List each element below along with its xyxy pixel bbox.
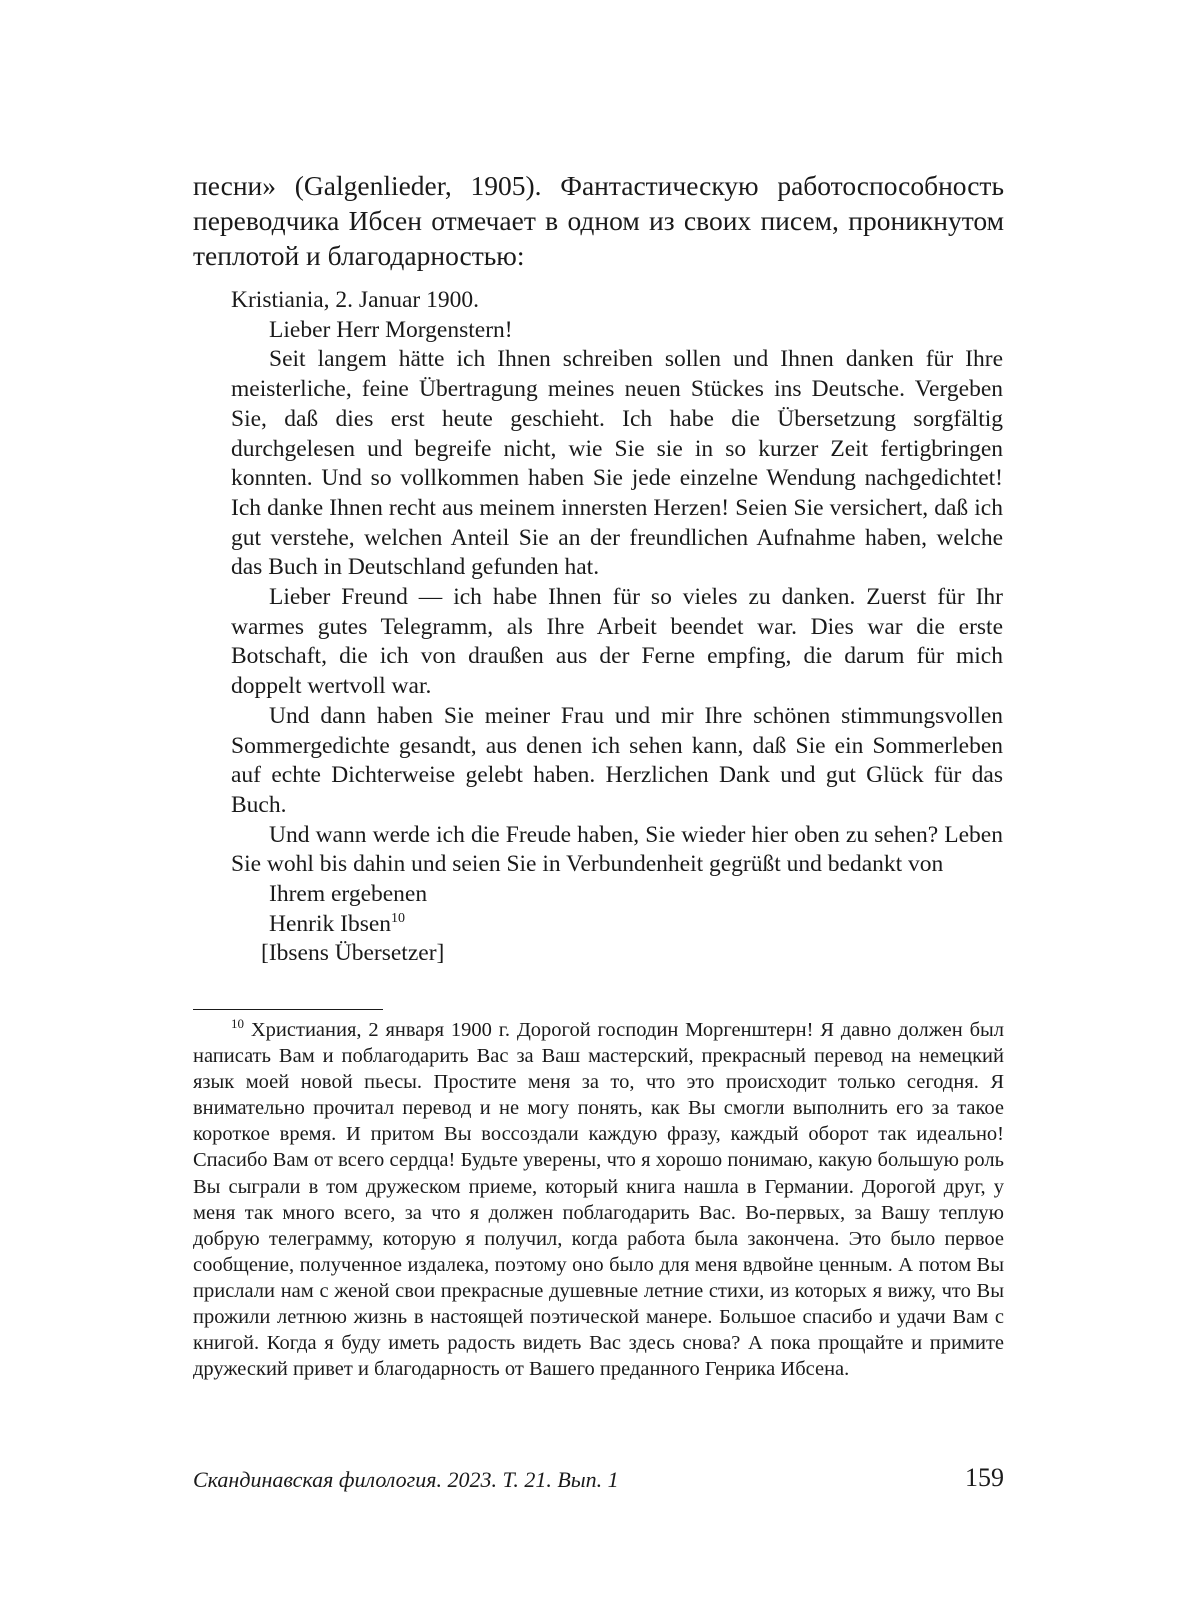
footnote-text: Христиания, 2 января 1900 г. Дорогой господин Моргенштерн! Я давно должен был написать Вам и поблагодарить Вас за Ваш мастерский, прекрасный перевод на немецкий язык моей новой пьесы. Простите меня за то, что это происходит только сегодня. Я внимательно прочитал перевод и не могу понять, как Вы смогли выполнить его за такое короткое время. И притом Вы воссоздали каждую фразу, каждый оборот так идеально! Спасибо Вам от всего сердца! Будьте уверены, что я хорошо понимаю, какую большую роль Вы сыграли в том дружеском приеме, который книга нашла в Германии. Дорогой друг, у меня так много всего, за что я должен поблагодарить Вас. Во-первых, за Вашу теплую добрую телеграмму, которую я получил, когда работа была закончена. Это было первое сообщение, полученное издалека, поэтому оно было для меня вдвойне ценным. А потом Вы прислали нам с женой свои прекрасные душевные летние стихи, из которых я вижу, что Вы прожили летнюю жизнь в настоящей поэтической манере. Большое спасибо и удачи Вам с книгой. Когда я буду иметь радость видеть Вас здесь снова? А пока прощайте и примите дружеский привет и благодарность от Вашего преданного Генрика Ибсена. [193, 1019, 1004, 1381]
footnote-separator [193, 1009, 383, 1010]
footnote [193, 1017, 1004, 1382]
intro-paragraph: песни» (Galgenlieder, 1905). Фантастическую работоспособность переводчика Ибсен отмечает в одном из своих писем, проникнутом теплотой и благодарностью: [193, 170, 1004, 271]
journal-citation: Скандинавская филология. 2023. Т. 21. Вып. 1 [193, 1467, 619, 1492]
footnote-reference[interactable]: 10 [391, 910, 406, 926]
letter-paragraph: Und dann haben Sie meiner Frau und mir Ihre schönen stimmungsvollen Sommergedichte gesandt, aus denen ich sehen kann, daß Sie ein Sommerleben auf echte Dichterweise gelebt haben. Herzlichen Dank und gut Glück für das Buch. [231, 702, 1003, 818]
letter-place-date: Kristiania, 2. Januar 1900. [231, 287, 480, 313]
quoted-letter [231, 286, 1003, 969]
running-footer [193, 1465, 1004, 1497]
letter-signature-line [231, 910, 1003, 940]
letter-closing: Ihrem ergebenen [269, 881, 428, 908]
letter-paragraph: Seit langem hätte ich Ihnen schreiben sollen und Ihnen danken für Ihre meisterliche, feine Übertragung meines neuen Stückes ins Deutsche. Vergeben Sie, daß dies erst heute geschieht. Ich habe die Übersetzung sorgfältig durchgelesen und begreife nicht, wie Sie sie in so kurzer Zeit fertigbringen konnten. Und so vollkommen haben Sie jede einzelne Wendung nachgedichtet! Ich danke Ihnen recht aus meinem innersten Herzen! Seien Sie versichert, daß ich gut verstehe, welchen Anteil Sie an der freundlichen Aufnahme haben, welche das Buch in Deutschland gefunden hat. [231, 346, 1003, 581]
translator-note: [Ibsens Übersetzer] [261, 940, 445, 967]
letter-signature: Henrik Ibsen [269, 910, 392, 937]
page-number: 159 [965, 1463, 1004, 1492]
footnote-number: 10 [231, 1016, 244, 1032]
letter-paragraph: Und wann werde ich die Freude haben, Sie wieder hier oben zu sehen? Leben Sie wohl bis dahin und seien Sie in Verbundenheit gegrüßt und bedankt von [231, 821, 1003, 878]
letter-paragraph: Lieber Freund — ich habe Ihnen für so vieles zu danken. Zuerst für Ihr warmes gutes Telegramm, als Ihre Arbeit beendet war. Dies war die erste Botschaft, die ich von draußen aus der Ferne empfing, die darum für mich doppelt wertvoll war. [231, 584, 1003, 700]
letter-salutation: Lieber Herr Morgenstern! [269, 316, 513, 343]
